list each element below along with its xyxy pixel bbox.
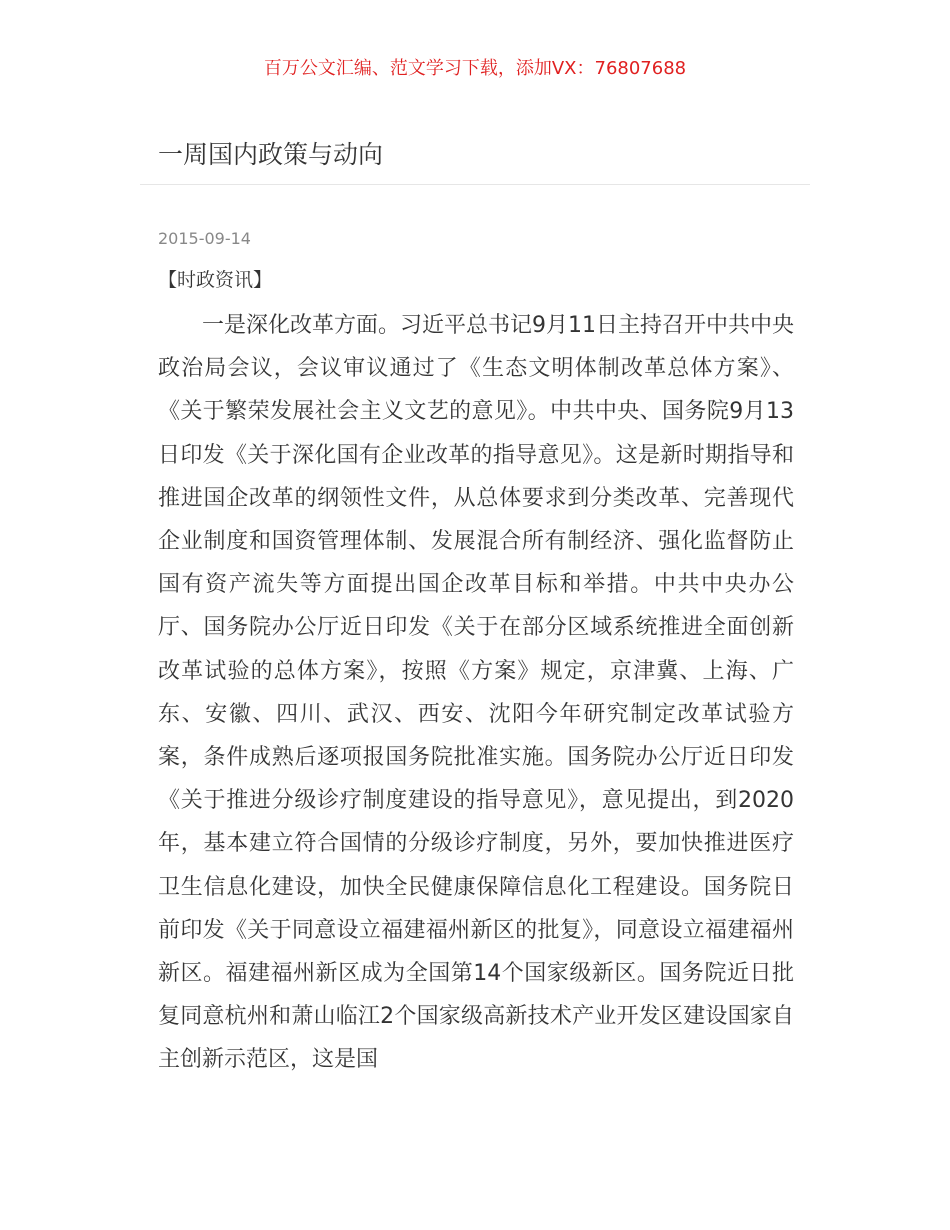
publish-date: 2015-09-14 (158, 229, 251, 248)
page-title: 一周国内政策与动向 (158, 140, 384, 169)
article-body: 一是深化改革方面。习近平总书记9月11日主持召开中共中央政治局会议，会议审议通过了《生态文明体制改革总体方案》、《关于繁荣发展社会主义文艺的意见》。中共中央、国务院9月13日印发《关于深化国有企业改革的指导意见》。这是新时期指导和推进国企改革的纲领性文件，从总体要求到分类改革、完善现代企业制度和国资管理体制、发展混合所有制经济、强化监督防止国有资产流失等方面提出国企改革目标和举措。中共中央办公厅、国务院办公厅近日印发《关于在部分区域系统推进全面创新改革试验的总体方案》，按照《方案》规定，京津冀、上海、广东、安徽、四川、武汉、西安、沈阳今年研究制定改革试验方案，条件成熟后逐项报国务院批准实施。国务院办公厅近日印发《关于推进分级诊疗制度建设的指导意见》，意见提出，到2020年，基本建立符合国情的分级诊疗制度，另外，要加快推进医疗卫生信息化建设，加快全民健康保障信息化工程建设。国务院日前印发《关于同意设立福建福州新区的批复》，同意设立福建福州新区。福建福州新区成为全国第14个国家级新区。国务院近日批复同意杭州和萧山临江2个国家级高新技术产业开发区建设国家自主创新示范区，这是国 (158, 313, 794, 1073)
title-divider (140, 184, 810, 185)
watermark-header: 百万公文汇编、范文学习下载，添加VX：76807688 (263, 58, 687, 79)
section-label: 【时政资讯】 (158, 269, 273, 291)
